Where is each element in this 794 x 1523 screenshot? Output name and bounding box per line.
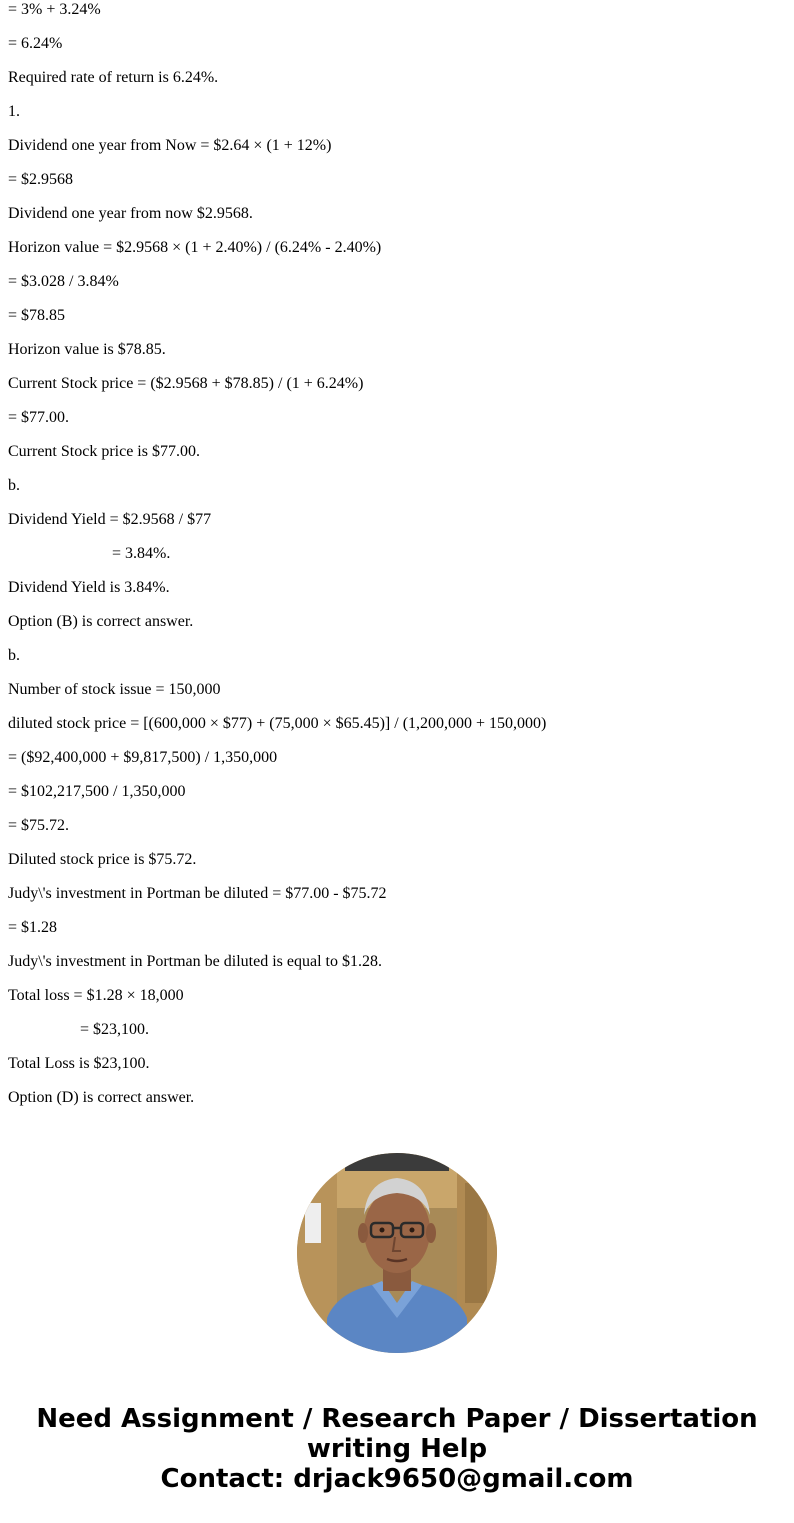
text-line: Dividend one year from now $2.9568. — [8, 205, 253, 222]
text-line: = $3.028 / 3.84% — [8, 273, 119, 290]
text-line: Horizon value is $78.85. — [8, 341, 166, 358]
text-line: Dividend Yield = $2.9568 / $77 — [8, 511, 212, 528]
text-line: Current Stock price = ($2.9568 + $78.85) / (1 + 6.24%) — [8, 375, 364, 392]
text-line: = $77.00. — [8, 409, 70, 426]
promo-heading: Need Assignment / Research Paper / Dissertation — [36, 1404, 758, 1434]
text-line: = $102,217,500 / 1,350,000 — [8, 783, 186, 800]
text-line: Dividend Yield is 3.84%. — [8, 579, 170, 596]
text-line: = 6.24% — [8, 35, 63, 52]
text-line: Judy\'s investment in Portman be diluted = $77.00 - $75.72 — [8, 885, 387, 902]
text-line: Total loss = $1.28 × 18,000 — [8, 987, 184, 1004]
text-line: Dividend one year from Now = $2.64 × (1 + 12%) — [8, 137, 332, 154]
text-line: diluted stock price = [(600,000 × $77) + (75,000 × $65.45)] / (1,200,000 + 150,000) — [8, 715, 547, 732]
text-line: Current Stock price is $77.00. — [8, 443, 200, 460]
text-line: Judy\'s investment in Portman be diluted is equal to $1.28. — [8, 953, 382, 970]
contact-email: Contact: drjack9650@gmail.com — [160, 1464, 634, 1494]
promo-subheading: writing Help — [306, 1434, 488, 1464]
text-line: Diluted stock price is $75.72. — [8, 851, 197, 868]
portrait-image — [297, 1153, 497, 1353]
text-line: = $78.85 — [8, 307, 66, 324]
text-line: = $2.9568 — [8, 171, 74, 188]
text-line: Number of stock issue = 150,000 — [8, 681, 221, 698]
text-line: Required rate of return is 6.24%. — [8, 69, 219, 86]
text-line: 1. — [8, 103, 20, 120]
text-line: Option (D) is correct answer. — [8, 1089, 195, 1106]
text-line: = $1.28 — [8, 919, 58, 936]
text-line: = 3.84%. — [8, 545, 171, 562]
promo-banner — [0, 1404, 794, 1494]
text-line: Horizon value = $2.9568 × (1 + 2.40%) / (6.24% - 2.40%) — [8, 239, 382, 256]
solution-text — [8, 0, 788, 1115]
text-line: Total Loss is $23,100. — [8, 1055, 150, 1072]
text-line: Option (B) is correct answer. — [8, 613, 194, 630]
text-line: = $23,100. — [8, 1021, 150, 1038]
text-line: = $75.72. — [8, 817, 70, 834]
author-photo — [297, 1153, 497, 1353]
text-line: = ($92,400,000 + $9,817,500) / 1,350,000 — [8, 749, 278, 766]
text-line: b. — [8, 647, 20, 664]
text-line: = 3% + 3.24% — [8, 1, 101, 18]
text-line: b. — [8, 477, 20, 494]
